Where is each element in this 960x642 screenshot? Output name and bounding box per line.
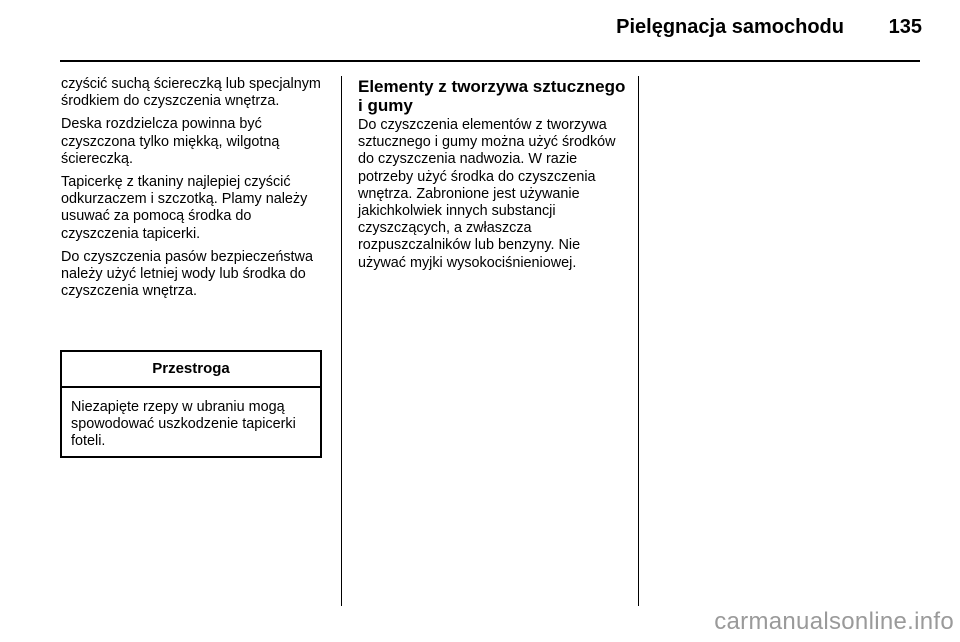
section-heading: Elementy z tworzywa sztucznego i gumy [358, 77, 626, 115]
column-divider-right [638, 76, 639, 606]
column-middle [358, 77, 628, 272]
column-divider-left [341, 76, 342, 606]
paragraph-dashboard: Deska rozdzielcza powinna być czyszczona tylko miękką, wilgotną ściereczką. [61, 116, 280, 167]
page-header [0, 16, 960, 46]
header-rule [60, 60, 920, 62]
paragraph-dry-cloth: czyścić suchą ściereczką lub specjalnym środkiem do czyszczenia wnętrza. [61, 76, 321, 110]
header-title: Pielęgnacja samochodu [616, 16, 844, 38]
warning-box [60, 350, 322, 458]
column-left [61, 76, 327, 306]
paragraph-seat-belts: Do czyszczenia pasów bezpieczeństwa należy użyć letniej wody lub środka do czyszczenia wnętrza. [61, 248, 313, 300]
warning-text: Niezapięte rzepy w ubraniu mogą spowodować uszkodzenie tapicerki foteli. [71, 399, 296, 450]
page-number: 135 [888, 16, 922, 38]
watermark: carmanualsonline.info [714, 608, 954, 635]
warning-title: Przestroga [62, 352, 320, 388]
paragraph-upholstery: Tapicerkę z tkaniny najlepiej czyścić odkurzaczem i szczotką. Plamy należy usuwać za pomocą środka do czyszczenia tapicerki. [61, 174, 308, 242]
paragraph-plastics: Do czyszczenia elementów z tworzywa sztucznego i gumy można użyć środków do czyszczenia nadwozia. W razie potrzeby użyć środka do czyszczenia wnętrza. Zabronione jest używanie jakichkolwiek innych substancji czyszczących, a zwłaszcza rozpuszczalników lub benzyny. Nie używać myjki wysokociśnieniowej. [358, 117, 616, 271]
